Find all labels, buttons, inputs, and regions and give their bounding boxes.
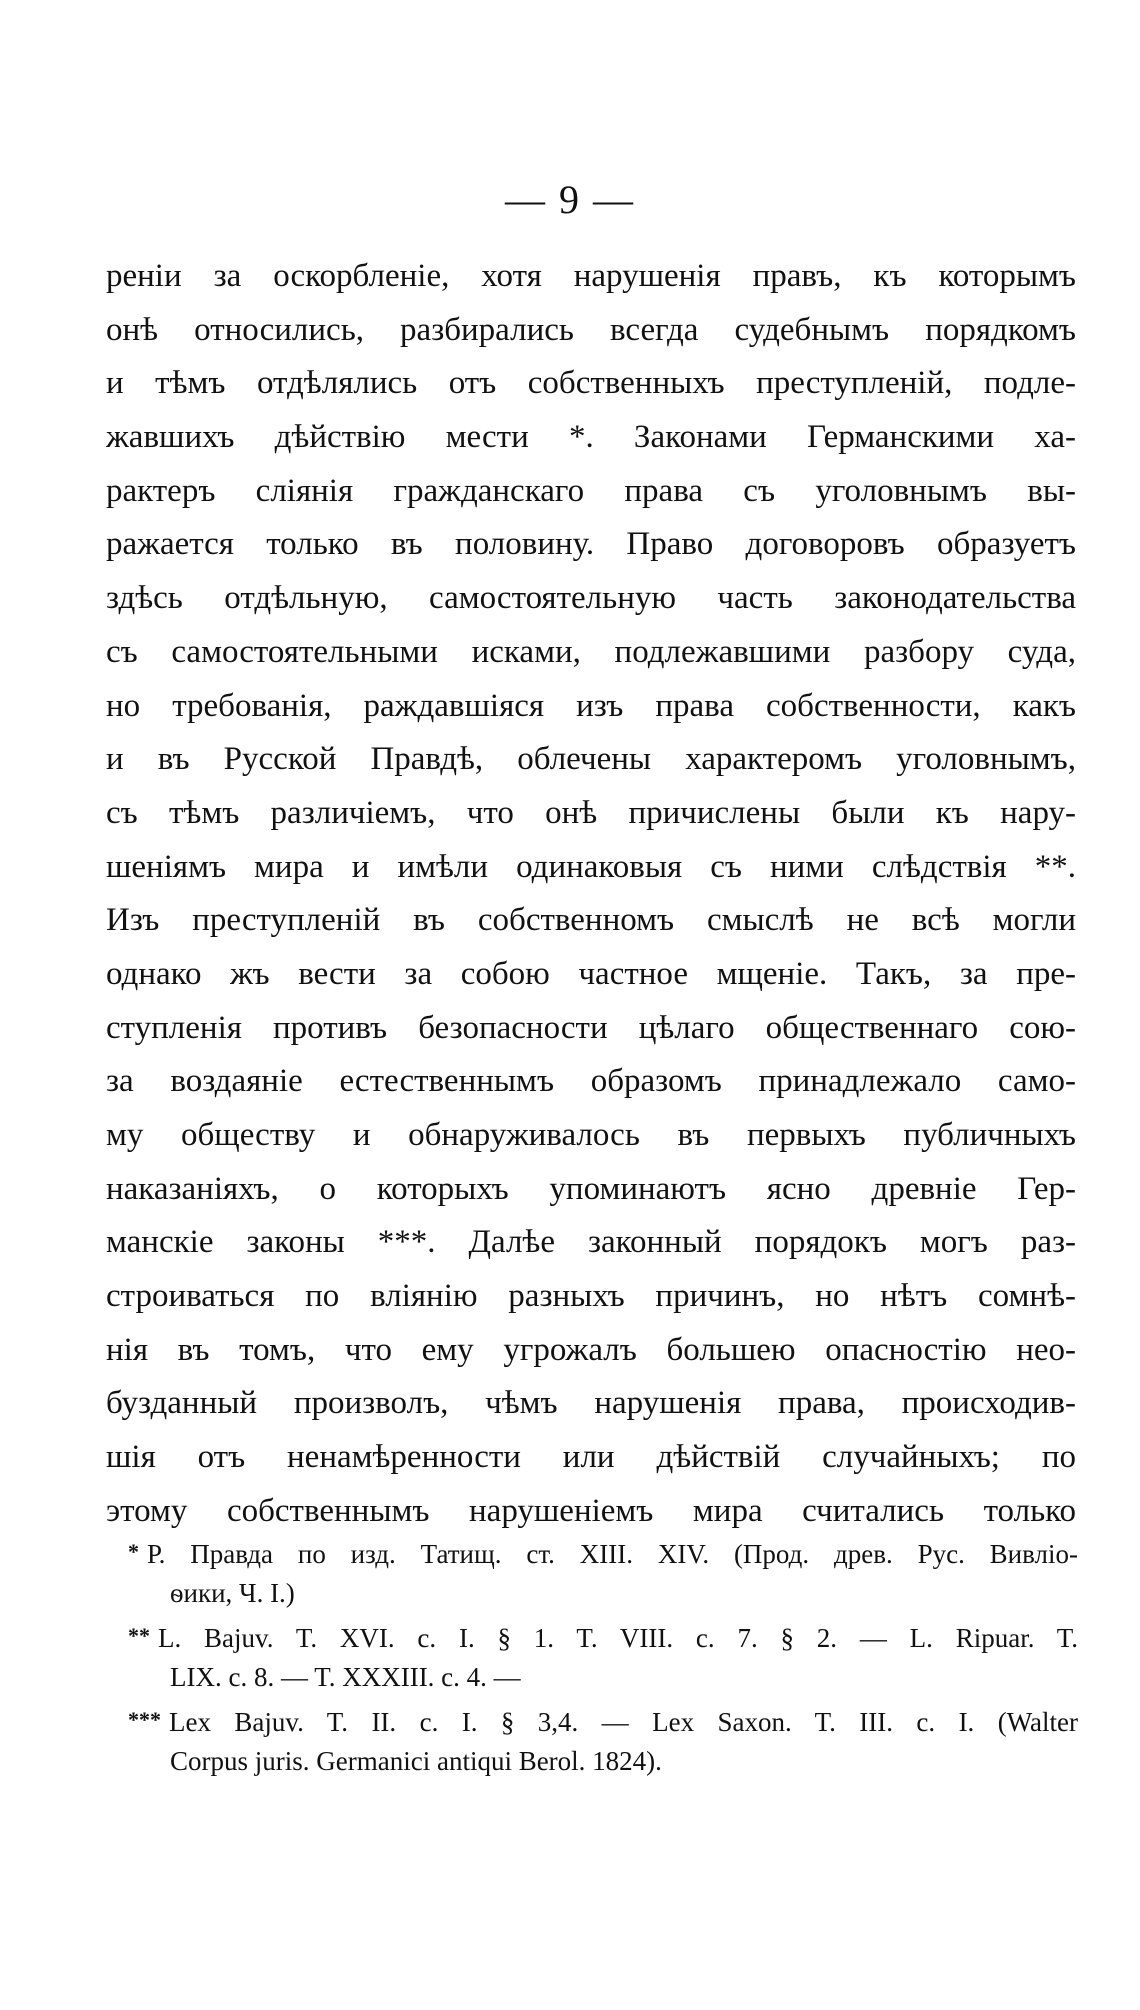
footnote-marker: ** [128, 1623, 150, 1648]
body-line: за воздаяніе естественнымъ образомъ принадлежало само- [106, 1063, 1076, 1100]
body-line: и тѣмъ отдѣлялись отъ собственныхъ преступленій, подле- [106, 365, 1076, 402]
body-line: онѣ относились, разбирались всегда судебнымъ порядкомъ [106, 311, 1076, 348]
body-line: манскіе законы ***. Далѣе законный порядокъ могъ раз- [106, 1224, 1076, 1261]
body-line: здѣсь отдѣльную, самостоятельную часть законодательства [106, 580, 1076, 617]
footnote-line-continued: LIX. c. 8. — T. XXXIII. c. 4. — [170, 1662, 521, 1692]
body-text [106, 250, 1076, 1539]
body-line: Изъ преступленій въ собственномъ смыслѣ не всѣ могли [106, 902, 1076, 939]
footnotes [128, 1535, 1078, 1787]
footnote-line-continued: ѳики, Ч. I.) [170, 1578, 295, 1608]
body-line: ражается только въ половину. Право договоровъ образуетъ [106, 526, 1076, 563]
body-line: но требованія, раждавшіяся изъ права собственности, какъ [106, 687, 1076, 724]
body-line: жавшихъ дѣйствію мести *. Законами Германскими ха- [106, 419, 1076, 456]
body-line: съ тѣмъ различіемъ, что онѣ причислены были къ нару- [106, 794, 1076, 831]
footnote-line [128, 1703, 1078, 1742]
body-line: нія въ томъ, что ему угрожалъ большею опасностію нео- [106, 1331, 1076, 1368]
body-line: съ самостоятельными исками, подлежавшими разбору суда, [106, 633, 1076, 670]
body-line: рактеръ сліянія гражданскаго права съ уголовнымъ вы- [106, 472, 1076, 509]
footnote-marker: *** [128, 1707, 161, 1732]
body-line: строиваться по вліянію разныхъ причинъ, но нѣтъ сомнѣ- [106, 1278, 1076, 1315]
footnote [128, 1703, 1078, 1781]
footnote-text: L. Bajuv. T. XVI. c. I. § 1. T. VIII. c. 7. § 2. — L. Ripuar. T. [158, 1623, 1078, 1653]
body-line: и въ Русской Правдѣ, облечены характеромъ уголовнымъ, [106, 741, 1076, 778]
footnote-text: Lex Bajuv. T. II. c. I. § 3,4. — Lex Saxon. T. III. c. I. (Walter [169, 1707, 1078, 1737]
body-line: этому собственнымъ нарушеніемъ мира считались только [106, 1492, 1076, 1529]
footnote-text: Р. Правда по изд. Татищ. ст. XIII. XIV. (Прод. древ. Рус. Вивліо- [147, 1539, 1078, 1569]
footnote [128, 1619, 1078, 1697]
body-line: шеніямъ мира и имѣли одинаковыя съ ними слѣдствія **. [106, 848, 1076, 885]
footnote [128, 1535, 1078, 1613]
body-line: шія отъ ненамѣренности или дѣйствій случайныхъ; по [106, 1439, 1076, 1476]
footnote-line [128, 1535, 1078, 1574]
body-line: реніи за оскорбленіе, хотя нарушенія правъ, къ которымъ [106, 258, 1076, 294]
footnote-marker: * [128, 1539, 139, 1564]
page-number: — 9 — [505, 177, 635, 222]
footnote-line-continued: Corpus juris. Germanici antiqui Berol. 1824). [170, 1746, 662, 1776]
footnote-line [128, 1619, 1078, 1658]
body-line: однако жъ вести за собою частное мщеніе. Такъ, за пре- [106, 955, 1076, 992]
body-line: му обществу и обнаруживалось въ первыхъ публичныхъ [106, 1117, 1076, 1153]
body-line: ступленія противъ безопасности цѣлаго общественнаго сою- [106, 1009, 1076, 1046]
body-line: наказаніяхъ, о которыхъ упоминаютъ ясно древніе Гер- [106, 1170, 1076, 1207]
body-line: бузданный произволъ, чѣмъ нарушенія права, происходив- [106, 1385, 1076, 1422]
